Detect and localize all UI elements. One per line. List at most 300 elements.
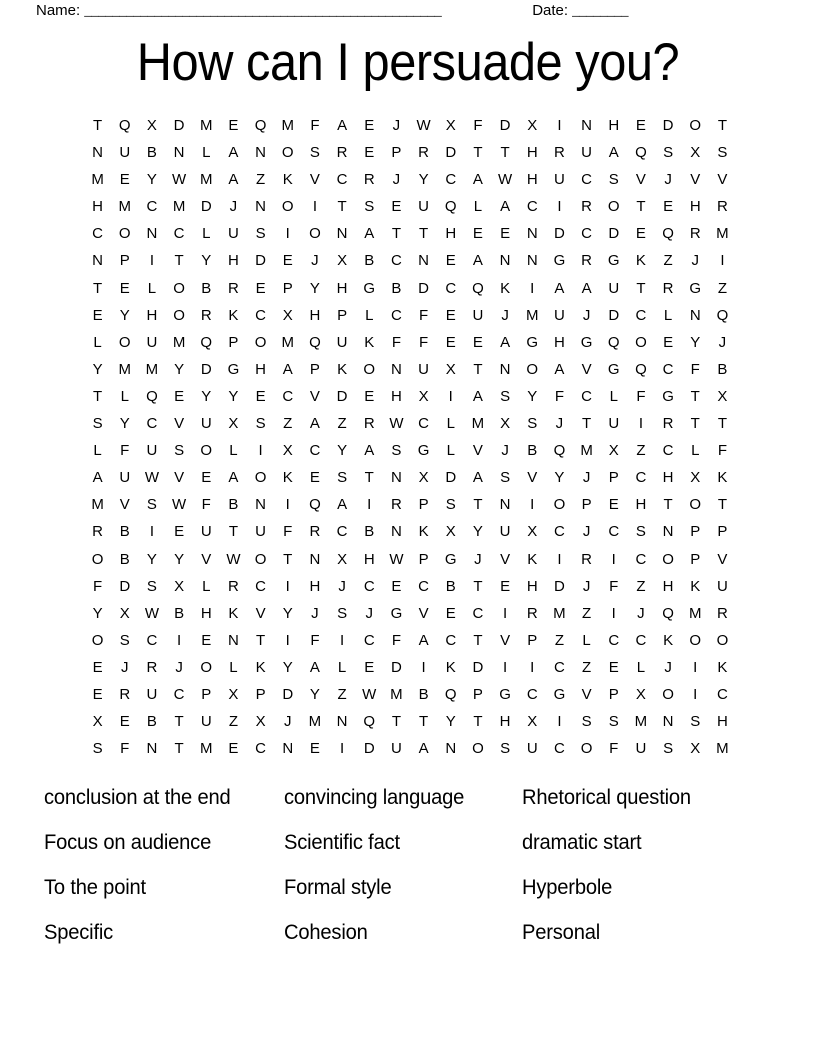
grid-cell: D	[363, 740, 375, 758]
grid-cell: O	[553, 496, 566, 514]
grid-cell: T	[283, 550, 293, 568]
grid-cell: C	[418, 577, 429, 595]
grid-cell: E	[174, 523, 185, 541]
grid-cell: C	[445, 631, 457, 649]
grid-cell: X	[255, 713, 266, 731]
grid-cell: A	[337, 496, 348, 514]
grid-cell: V	[500, 631, 511, 649]
grid-cell: J	[229, 198, 238, 216]
grid-cell: Q	[553, 442, 566, 460]
grid-cell: E	[663, 198, 674, 216]
grid-cell: U	[146, 685, 158, 703]
grid-cell: P	[228, 333, 239, 351]
grid-cell: H	[662, 469, 674, 487]
grid-cell: X	[527, 713, 538, 731]
grid-cell: O	[118, 225, 131, 243]
grid-cell: Y	[445, 713, 456, 731]
grid-cell: C	[309, 442, 321, 460]
grid-cell: R	[92, 523, 103, 541]
grid-cell: P	[119, 252, 130, 270]
grid-cell: V	[418, 604, 429, 622]
grid-cell: S	[146, 577, 157, 595]
grid-cell: E	[119, 171, 130, 189]
grid-cell: I	[693, 658, 698, 676]
grid-cell: C	[418, 415, 429, 433]
grid-cell: H	[146, 306, 158, 324]
grid-cell: R	[200, 306, 212, 324]
grid-cell: Q	[716, 306, 729, 324]
grid-cell: T	[690, 415, 700, 433]
grid-cell: J	[392, 171, 401, 189]
grid-cell: Y	[201, 387, 212, 405]
grid-cell: C	[336, 171, 348, 189]
grid-cell: C	[608, 523, 620, 541]
grid-cell: E	[445, 604, 456, 622]
grid-cell: C	[635, 631, 647, 649]
grid-cell: F	[717, 442, 727, 460]
grid-cell: S	[717, 144, 728, 162]
grid-cell: I	[502, 658, 508, 676]
grid-cell: U	[635, 740, 647, 758]
grid-cell: Z	[554, 631, 564, 649]
grid-cell: R	[581, 252, 592, 270]
grid-cell: W	[226, 550, 241, 568]
grid-cell: J	[691, 252, 699, 270]
grid-cell: O	[472, 740, 484, 758]
grid-cell: E	[635, 225, 646, 243]
grid-cell: U	[716, 577, 728, 595]
grid-cell: A	[472, 171, 483, 189]
grid-cell: Y	[174, 360, 185, 378]
grid-cell: E	[309, 469, 320, 487]
grid-cell: D	[418, 279, 429, 297]
grid-cell: D	[499, 117, 511, 134]
grid-cell: B	[391, 279, 402, 297]
word-list-item: Cohesion	[284, 921, 368, 944]
grid-cell: S	[92, 740, 103, 758]
grid-cell: U	[200, 713, 212, 731]
grid-cell: U	[553, 306, 565, 324]
grid-cell: I	[611, 550, 616, 568]
grid-cell: H	[255, 360, 266, 378]
grid-cell: W	[171, 171, 187, 189]
grid-cell: C	[581, 387, 592, 405]
grid-cell: G	[662, 387, 674, 405]
grid-cell: L	[337, 658, 347, 676]
grid-cell: N	[255, 144, 266, 162]
grid-cell: Y	[309, 685, 320, 703]
grid-cell: X	[282, 442, 293, 460]
grid-cell: I	[557, 198, 562, 216]
grid-cell: P	[418, 550, 429, 568]
grid-cell: Q	[635, 144, 647, 162]
grid-cell: I	[421, 658, 426, 676]
grid-cell: H	[200, 604, 212, 622]
grid-cell: H	[553, 333, 565, 351]
grid-cell: Y	[119, 415, 130, 433]
word-list-item: To the point	[44, 876, 146, 899]
grid-cell: U	[472, 306, 484, 324]
grid-cell: H	[716, 713, 728, 731]
grid-cell: D	[173, 117, 185, 134]
grid-cell: M	[199, 740, 213, 758]
grid-cell: P	[391, 144, 402, 162]
page-title: How can I persuade you?	[136, 33, 680, 92]
grid-cell: T	[174, 740, 184, 758]
grid-cell: K	[690, 577, 701, 595]
grid-cell: H	[363, 550, 375, 568]
grid-cell: E	[92, 306, 103, 324]
grid-cell: R	[309, 523, 321, 541]
grid-cell: M	[145, 360, 159, 378]
grid-cell: A	[337, 117, 348, 134]
grid-cell: E	[472, 333, 483, 351]
grid-cell: R	[716, 198, 728, 216]
grid-cell: I	[693, 685, 698, 703]
grid-cell: U	[119, 144, 131, 162]
grid-cell: W	[144, 604, 159, 622]
grid-cell: W	[144, 469, 159, 487]
grid-cell: A	[309, 658, 320, 676]
grid-cell: H	[227, 252, 239, 270]
grid-cell: Y	[282, 604, 293, 622]
grid-cell: Q	[662, 225, 674, 243]
grid-cell: A	[472, 469, 483, 487]
grid-cell: L	[446, 415, 455, 433]
grid-cell: N	[662, 523, 674, 541]
grid-cell: F	[609, 740, 619, 758]
grid-cell: U	[255, 523, 266, 541]
grid-cell: D	[200, 198, 212, 216]
grid-cell: K	[445, 658, 456, 676]
grid-cell: X	[445, 360, 456, 378]
grid-cell: J	[283, 713, 292, 731]
grid-cell: P	[309, 360, 320, 378]
grid-cell: T	[92, 387, 103, 405]
grid-cell: Y	[119, 306, 130, 324]
grid-cell: G	[553, 252, 566, 270]
grid-cell: B	[228, 496, 239, 514]
grid-cell: C	[363, 577, 375, 595]
grid-cell: U	[581, 144, 592, 162]
grid-cell: T	[473, 144, 483, 162]
grid-cell: N	[336, 713, 348, 731]
grid-cell: W	[497, 171, 513, 189]
grid-cell: T	[418, 225, 429, 243]
grid-cell: H	[309, 577, 321, 595]
grid-cell: X	[174, 577, 185, 595]
grid-cell: N	[227, 631, 239, 649]
grid-cell: E	[255, 279, 266, 297]
grid-cell: I	[149, 252, 154, 270]
grid-cell: K	[364, 333, 375, 351]
grid-cell: N	[526, 225, 538, 243]
grid-cell: D	[390, 658, 402, 676]
grid-cell: U	[526, 740, 538, 758]
grid-cell: K	[337, 360, 348, 378]
grid-cell: M	[199, 117, 213, 134]
word-list-item: Scientific fact	[284, 831, 400, 854]
grid-cell: C	[173, 225, 185, 243]
grid-cell: S	[255, 415, 266, 433]
grid-cell: T	[717, 415, 727, 433]
grid-cell: H	[526, 577, 538, 595]
grid-cell: K	[663, 631, 674, 649]
grid-cell: R	[363, 415, 375, 433]
grid-cell: F	[609, 577, 619, 595]
grid-cell: Q	[635, 360, 647, 378]
grid-cell: B	[364, 252, 375, 270]
grid-cell: N	[499, 496, 511, 514]
grid-cell: A	[554, 279, 565, 297]
grid-cell: T	[391, 713, 401, 731]
grid-cell: Y	[309, 279, 320, 297]
grid-cell: P	[608, 685, 619, 703]
grid-cell: Y	[146, 550, 157, 568]
grid-cell: C	[635, 306, 647, 324]
grid-cell: X	[146, 117, 157, 134]
grid-cell: M	[172, 198, 186, 216]
grid-cell: H	[92, 198, 103, 216]
grid-cell: E	[255, 387, 266, 405]
grid-cell: Y	[146, 171, 157, 189]
grid-cell: C	[390, 252, 402, 270]
grid-cell: Y	[418, 171, 429, 189]
grid-cell: F	[554, 387, 564, 405]
grid-cell: X	[92, 713, 103, 731]
grid-cell: I	[285, 631, 290, 649]
word-search-grid	[84, 112, 736, 762]
grid-cell: A	[228, 469, 239, 487]
grid-cell: S	[146, 496, 157, 514]
grid-cell: Z	[581, 658, 592, 676]
grid-cell: J	[120, 658, 129, 676]
grid-cell: L	[636, 658, 646, 676]
grid-cell: R	[119, 685, 131, 703]
grid-cell: U	[119, 469, 131, 487]
grid-cell: V	[635, 171, 646, 189]
grid-cell: N	[336, 225, 348, 243]
grid-cell: V	[201, 550, 212, 568]
grid-cell: C	[336, 523, 348, 541]
grid-cell: X	[119, 604, 130, 622]
grid-cell: X	[690, 144, 701, 162]
grid-cell: P	[717, 523, 728, 541]
grid-cell: F	[310, 631, 320, 649]
grid-cell: U	[608, 415, 620, 433]
grid-cell: B	[201, 279, 212, 297]
grid-cell: H	[390, 387, 402, 405]
grid-cell: N	[255, 496, 266, 514]
grid-cell: G	[227, 360, 240, 378]
word-list-item: Specific	[44, 921, 114, 944]
grid-cell: I	[149, 523, 154, 541]
grid-cell: D	[336, 387, 348, 405]
grid-cell: H	[445, 225, 457, 243]
grid-cell: E	[228, 740, 239, 758]
grid-cell: C	[635, 469, 647, 487]
grid-cell: G	[390, 604, 403, 622]
grid-cell: A	[472, 387, 483, 405]
grid-cell: E	[472, 225, 483, 243]
grid-cell: C	[255, 740, 266, 758]
grid-cell: X	[445, 117, 456, 134]
grid-cell: Q	[444, 198, 457, 216]
grid-cell: J	[582, 523, 591, 541]
grid-cell: Y	[92, 604, 103, 622]
grid-cell: C	[146, 198, 158, 216]
grid-cell: V	[255, 604, 266, 622]
grid-cell: E	[445, 252, 456, 270]
grid-cell: T	[690, 387, 700, 405]
grid-cell: S	[337, 604, 348, 622]
grid-cell: M	[634, 713, 648, 731]
grid-cell: Y	[472, 523, 483, 541]
grid-cell: U	[418, 198, 429, 216]
grid-cell: Q	[146, 387, 158, 405]
grid-cell: X	[500, 415, 511, 433]
grid-cell: V	[119, 496, 130, 514]
grid-cell: X	[418, 387, 429, 405]
grid-cell: V	[174, 415, 185, 433]
grid-cell: W	[389, 415, 404, 433]
grid-cell: S	[92, 415, 103, 433]
grid-cell: G	[444, 550, 457, 568]
grid-cell: I	[258, 442, 263, 460]
grid-cell: T	[473, 577, 483, 595]
grid-cell: G	[526, 333, 539, 351]
grid-cell: P	[418, 496, 429, 514]
grid-cell: L	[202, 577, 211, 595]
grid-cell: U	[390, 740, 402, 758]
grid-cell: D	[608, 225, 620, 243]
grid-cell: Q	[254, 117, 267, 134]
grid-cell: O	[526, 360, 539, 378]
grid-cell: V	[717, 171, 728, 189]
grid-cell: M	[580, 442, 593, 460]
grid-cell: L	[120, 387, 129, 405]
name-write-in-line[interactable]: ___________________________________________________	[84, 3, 442, 19]
grid-cell: N	[92, 252, 103, 270]
grid-cell: B	[527, 442, 538, 460]
word-list-item: conclusion at the end	[44, 786, 231, 809]
grid-cell: M	[308, 713, 322, 731]
date-write-in-line[interactable]: ________	[572, 3, 629, 19]
grid-cell: S	[174, 442, 185, 460]
grid-cell: T	[636, 279, 646, 297]
grid-cell: Y	[228, 387, 239, 405]
grid-cell: C	[553, 658, 565, 676]
grid-cell: E	[201, 631, 212, 649]
grid-cell: M	[471, 415, 485, 433]
grid-cell: H	[499, 713, 511, 731]
grid-cell: E	[500, 577, 511, 595]
grid-cell: A	[418, 740, 429, 758]
grid-cell: F	[120, 442, 130, 460]
grid-cell: I	[285, 577, 290, 595]
grid-cell: E	[119, 279, 130, 297]
grid-cell: O	[363, 360, 376, 378]
grid-cell: X	[445, 523, 456, 541]
grid-cell: A	[500, 333, 511, 351]
grid-cell: Z	[636, 442, 646, 460]
grid-cell: U	[146, 442, 158, 460]
grid-cell: Q	[662, 604, 674, 622]
grid-cell: O	[173, 279, 185, 297]
grid-cell: O	[309, 225, 321, 243]
grid-cell: X	[717, 387, 728, 405]
grid-cell: R	[553, 144, 565, 162]
grid-cell: G	[553, 685, 566, 703]
grid-cell: E	[445, 306, 456, 324]
grid-cell: Z	[228, 713, 238, 731]
word-list-item: Personal	[522, 921, 601, 944]
grid-cell: X	[337, 550, 348, 568]
grid-cell: Q	[118, 117, 131, 134]
grid-cell: T	[92, 279, 103, 297]
grid-cell: V	[174, 469, 185, 487]
grid-cell: W	[362, 685, 377, 703]
grid-cell: S	[663, 144, 674, 162]
word-list-item: Hyperbole	[522, 876, 613, 899]
grid-cell: V	[472, 442, 483, 460]
grid-cell: O	[689, 631, 702, 649]
grid-cell: N	[146, 740, 158, 758]
grid-cell: E	[500, 225, 511, 243]
grid-cell: Z	[717, 279, 727, 297]
grid-cell: T	[717, 117, 727, 134]
grid-cell: W	[171, 496, 187, 514]
grid-cell: G	[607, 360, 620, 378]
grid-cell: K	[228, 306, 239, 324]
grid-cell: W	[389, 550, 404, 568]
grid-cell: M	[688, 604, 702, 622]
grid-cell: Z	[283, 415, 293, 433]
grid-cell: C	[662, 442, 674, 460]
grid-cell: R	[227, 279, 239, 297]
grid-cell: K	[635, 252, 646, 270]
grid-cell: S	[608, 713, 619, 731]
grid-cell: X	[635, 685, 646, 703]
word-list-item: Formal style	[284, 876, 392, 899]
grid-cell: H	[635, 496, 647, 514]
grid-cell: O	[580, 740, 593, 758]
grid-cell: A	[472, 252, 483, 270]
grid-cell: A	[418, 631, 429, 649]
grid-cell: H	[689, 198, 701, 216]
grid-cell: J	[501, 442, 509, 460]
grid-cell: L	[229, 442, 238, 460]
grid-cell: N	[445, 740, 457, 758]
grid-cell: X	[527, 117, 538, 134]
grid-cell: I	[502, 604, 508, 622]
grid-cell: J	[474, 550, 482, 568]
grid-cell: S	[255, 225, 266, 243]
grid-cell: X	[690, 469, 701, 487]
grid-cell: A	[282, 360, 293, 378]
word-list	[44, 775, 784, 955]
grid-cell: Y	[174, 550, 185, 568]
grid-cell: R	[581, 550, 592, 568]
grid-cell: J	[365, 604, 373, 622]
grid-cell: A	[92, 469, 103, 487]
grid-cell: Q	[444, 685, 457, 703]
grid-cell: T	[391, 225, 401, 243]
grid-cell: T	[228, 523, 238, 541]
grid-cell: P	[527, 631, 538, 649]
grid-cell: F	[391, 333, 401, 351]
grid-cell: R	[581, 198, 592, 216]
